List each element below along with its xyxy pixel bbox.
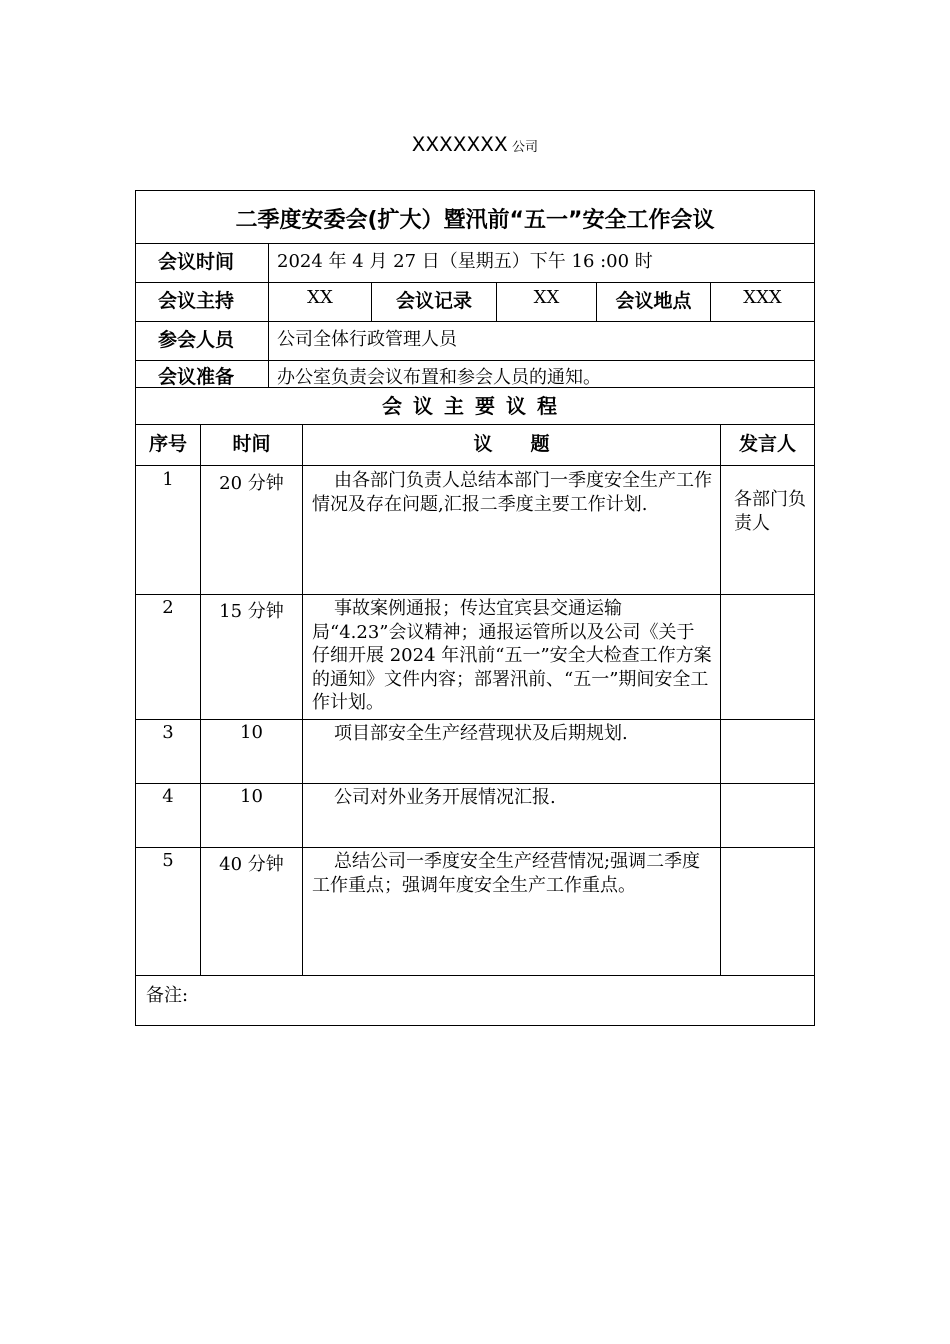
row-4-no: 4: [162, 786, 174, 807]
row-3-topic: 项目部安全生产经营现状及后期规划.: [334, 723, 628, 744]
row-2-topic: 事故案例通报；传达宜宾县交通运输局“4.23”会议精神；通报运管所以及公司《关于仔细开展 2024 年汛前“五一”安全大检查工作方案的通知》文件内容；部署汛前、“五一”期间安全工作计划。: [312, 598, 712, 713]
company-suffix: 公司: [511, 140, 538, 155]
row-1-no: 1: [162, 469, 174, 490]
location-value: XXX: [743, 287, 782, 308]
column-header-no: 序号: [148, 433, 187, 455]
column-header-topic: 议 题: [473, 433, 550, 455]
remarks-label: 备注:: [146, 985, 189, 1006]
column-header-speaker: 发言人: [738, 433, 796, 455]
recorder-value: XX: [533, 287, 560, 308]
recorder-label: 会议记录: [395, 290, 472, 312]
time-label: 会议时间: [158, 251, 235, 273]
row-5-time: 40 分钟: [219, 854, 284, 875]
row-2-time: 15 分钟: [219, 601, 284, 622]
meeting-table: [135, 190, 815, 1026]
prep-label: 会议准备: [158, 366, 235, 388]
time-value: 2024 年 4 月 27 日（星期五）下午 16 :00 时: [277, 251, 653, 272]
row-5-no: 5: [162, 850, 174, 871]
row-4-time: 10: [240, 786, 263, 807]
host-value: XX: [307, 287, 333, 308]
row-1-speaker: 各部门负责人: [734, 489, 806, 534]
column-header-time: 时间: [232, 433, 271, 455]
row-5-topic: 总结公司一季度安全生产经营情况;强调二季度工作重点；强调年度安全生产工作重点。: [312, 851, 701, 896]
row-2-no: 2: [162, 597, 174, 618]
row-1-topic: 由各部门负责人总结本部门一季度安全生产工作情况及存在问题,汇报二季度主要工作计划.: [312, 470, 712, 515]
row-1-time: 20 分钟: [219, 473, 284, 494]
company-header: [0, 133, 950, 158]
attendees-value: 公司全体行政管理人员: [277, 329, 457, 350]
row-3-no: 3: [162, 722, 174, 743]
row-4-topic: 公司对外业务开展情况汇报.: [334, 787, 556, 808]
host-label: 会议主持: [158, 290, 235, 312]
agenda-heading: 会议主要议程: [382, 394, 568, 418]
attendees-label: 参会人员: [158, 329, 235, 351]
prep-value: 办公室负责会议布置和参会人员的通知。: [277, 367, 601, 388]
company-name: XXXXXXX: [412, 133, 508, 158]
location-label: 会议地点: [615, 290, 692, 312]
meeting-title: 二季度安委会(扩大）暨汛前“五一”安全工作会议: [235, 208, 715, 233]
row-3-time: 10: [240, 722, 263, 743]
